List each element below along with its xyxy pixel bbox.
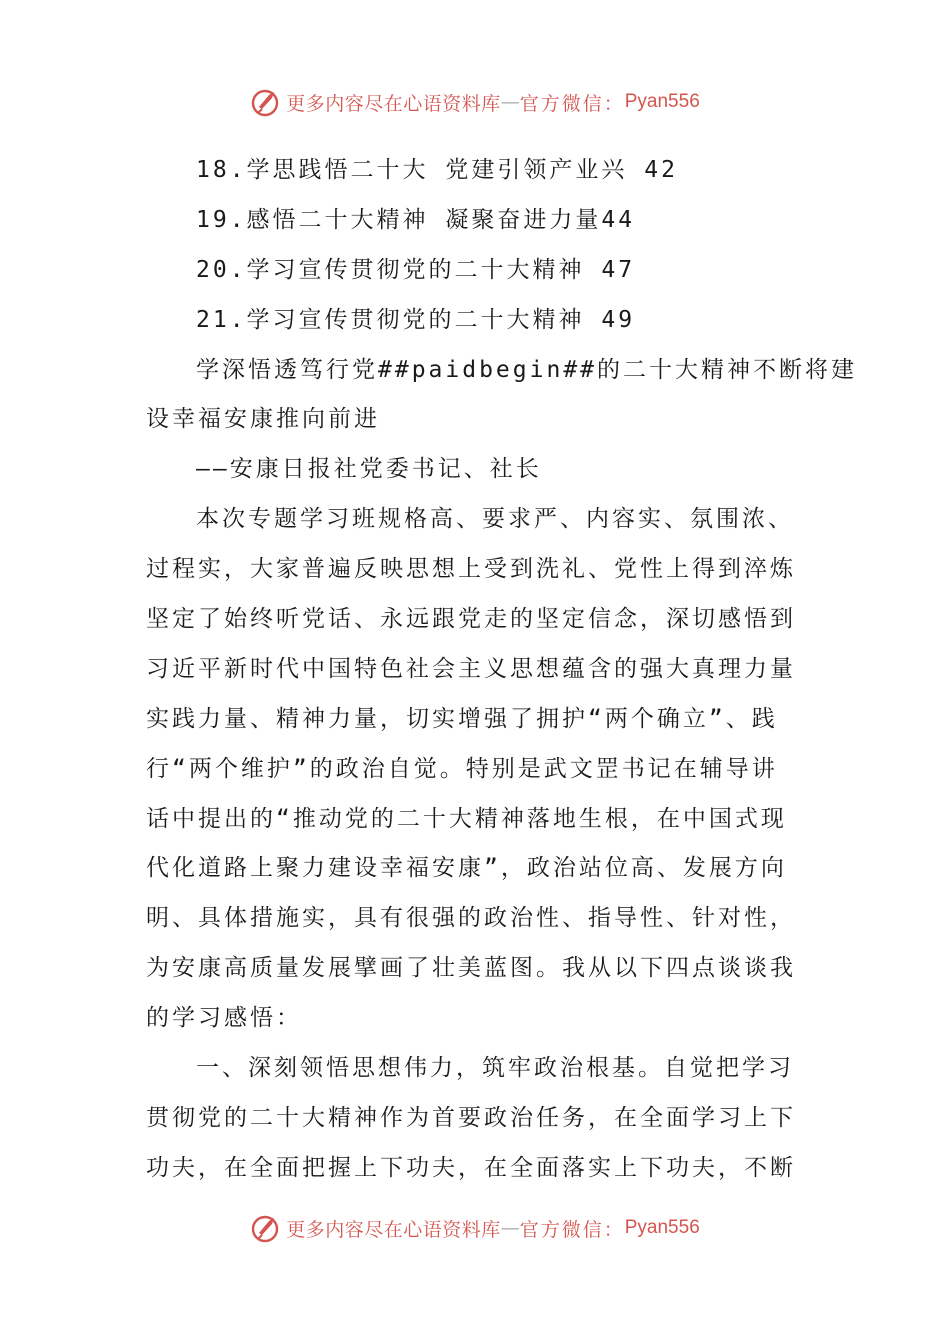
banner-dash: — <box>500 1217 520 1239</box>
header-banner <box>0 82 950 122</box>
paragraph-line: 代化道路上聚力建设幸福安康”，政治站位高、发展方向 <box>146 855 787 882</box>
document-body <box>146 146 858 1194</box>
banner-dash: — <box>500 91 520 113</box>
paragraph-line: 的学习感悟： <box>146 1005 302 1032</box>
toc-entry-19: 19.感悟二十大精神 凝聚奋进力量44 <box>196 206 636 233</box>
pen-nib-circle-icon <box>250 86 282 118</box>
toc-entry-21: 21.学习宣传贯彻党的二十大精神 49 <box>196 306 636 333</box>
paragraph-line: 为安康高质量发展擘画了壮美蓝图。我从以下四点谈谈我 <box>146 955 796 982</box>
paragraph-line: 习近平新时代中国特色社会主义思想蕴含的强大真理力量 <box>146 655 796 682</box>
banner-brand-text: 更多内容尽在心语资料库 <box>286 1218 501 1241</box>
banner-wechat-label: 官方微信： <box>519 92 625 115</box>
paragraph-line: 功夫，在全面把握上下功夫，在全面落实上下功夫，不断 <box>146 1154 796 1181</box>
footer-banner <box>0 1208 950 1248</box>
paragraph-line: 实践力量、精神力量，切实增强了拥护“两个确立”、践 <box>146 705 778 732</box>
paragraph-line: 坚定了始终听党话、永远跟党走的坚定信念，深切感悟到 <box>146 606 796 633</box>
article-title-line: 学深悟透笃行党##paidbegin##的二十大精神不断将建 <box>196 356 858 383</box>
banner-wechat-id: Pyan556 <box>624 1217 700 1238</box>
toc-entry-20: 20.学习宣传贯彻党的二十大精神 47 <box>196 256 636 283</box>
paragraph-line: 本次专题学习班规格高、要求严、内容实、氛围浓、 <box>196 506 794 533</box>
toc-entry-18: 18.学思践悟二十大 党建引领产业兴 42 <box>196 157 678 183</box>
paragraph-line: 一、深刻领悟思想伟力，筑牢政治根基。自觉把学习 <box>196 1055 794 1082</box>
pen-nib-circle-icon <box>250 1212 282 1244</box>
article-byline: ——安康日报社党委书记、社长 <box>196 456 542 483</box>
paragraph-line: 贯彻党的二十大精神作为首要政治任务，在全面学习上下 <box>146 1104 796 1131</box>
banner-wechat-label: 官方微信： <box>519 1218 625 1241</box>
paragraph-line: 明、具体措施实，具有很强的政治性、指导性、针对性， <box>146 905 796 932</box>
paragraph-line: 过程实，大家普遍反映思想上受到洗礼、党性上得到淬炼 <box>146 556 796 583</box>
paragraph-line: 话中提出的“推动党的二十大精神落地生根，在中国式现 <box>146 805 787 832</box>
banner-wechat-id: Pyan556 <box>624 91 700 112</box>
article-title-line: 设幸福安康推向前进 <box>146 406 380 433</box>
banner-brand-text: 更多内容尽在心语资料库 <box>286 92 501 115</box>
paragraph-line: 行“两个维护”的政治自觉。特别是武文罡书记在辅导讲 <box>146 755 778 782</box>
